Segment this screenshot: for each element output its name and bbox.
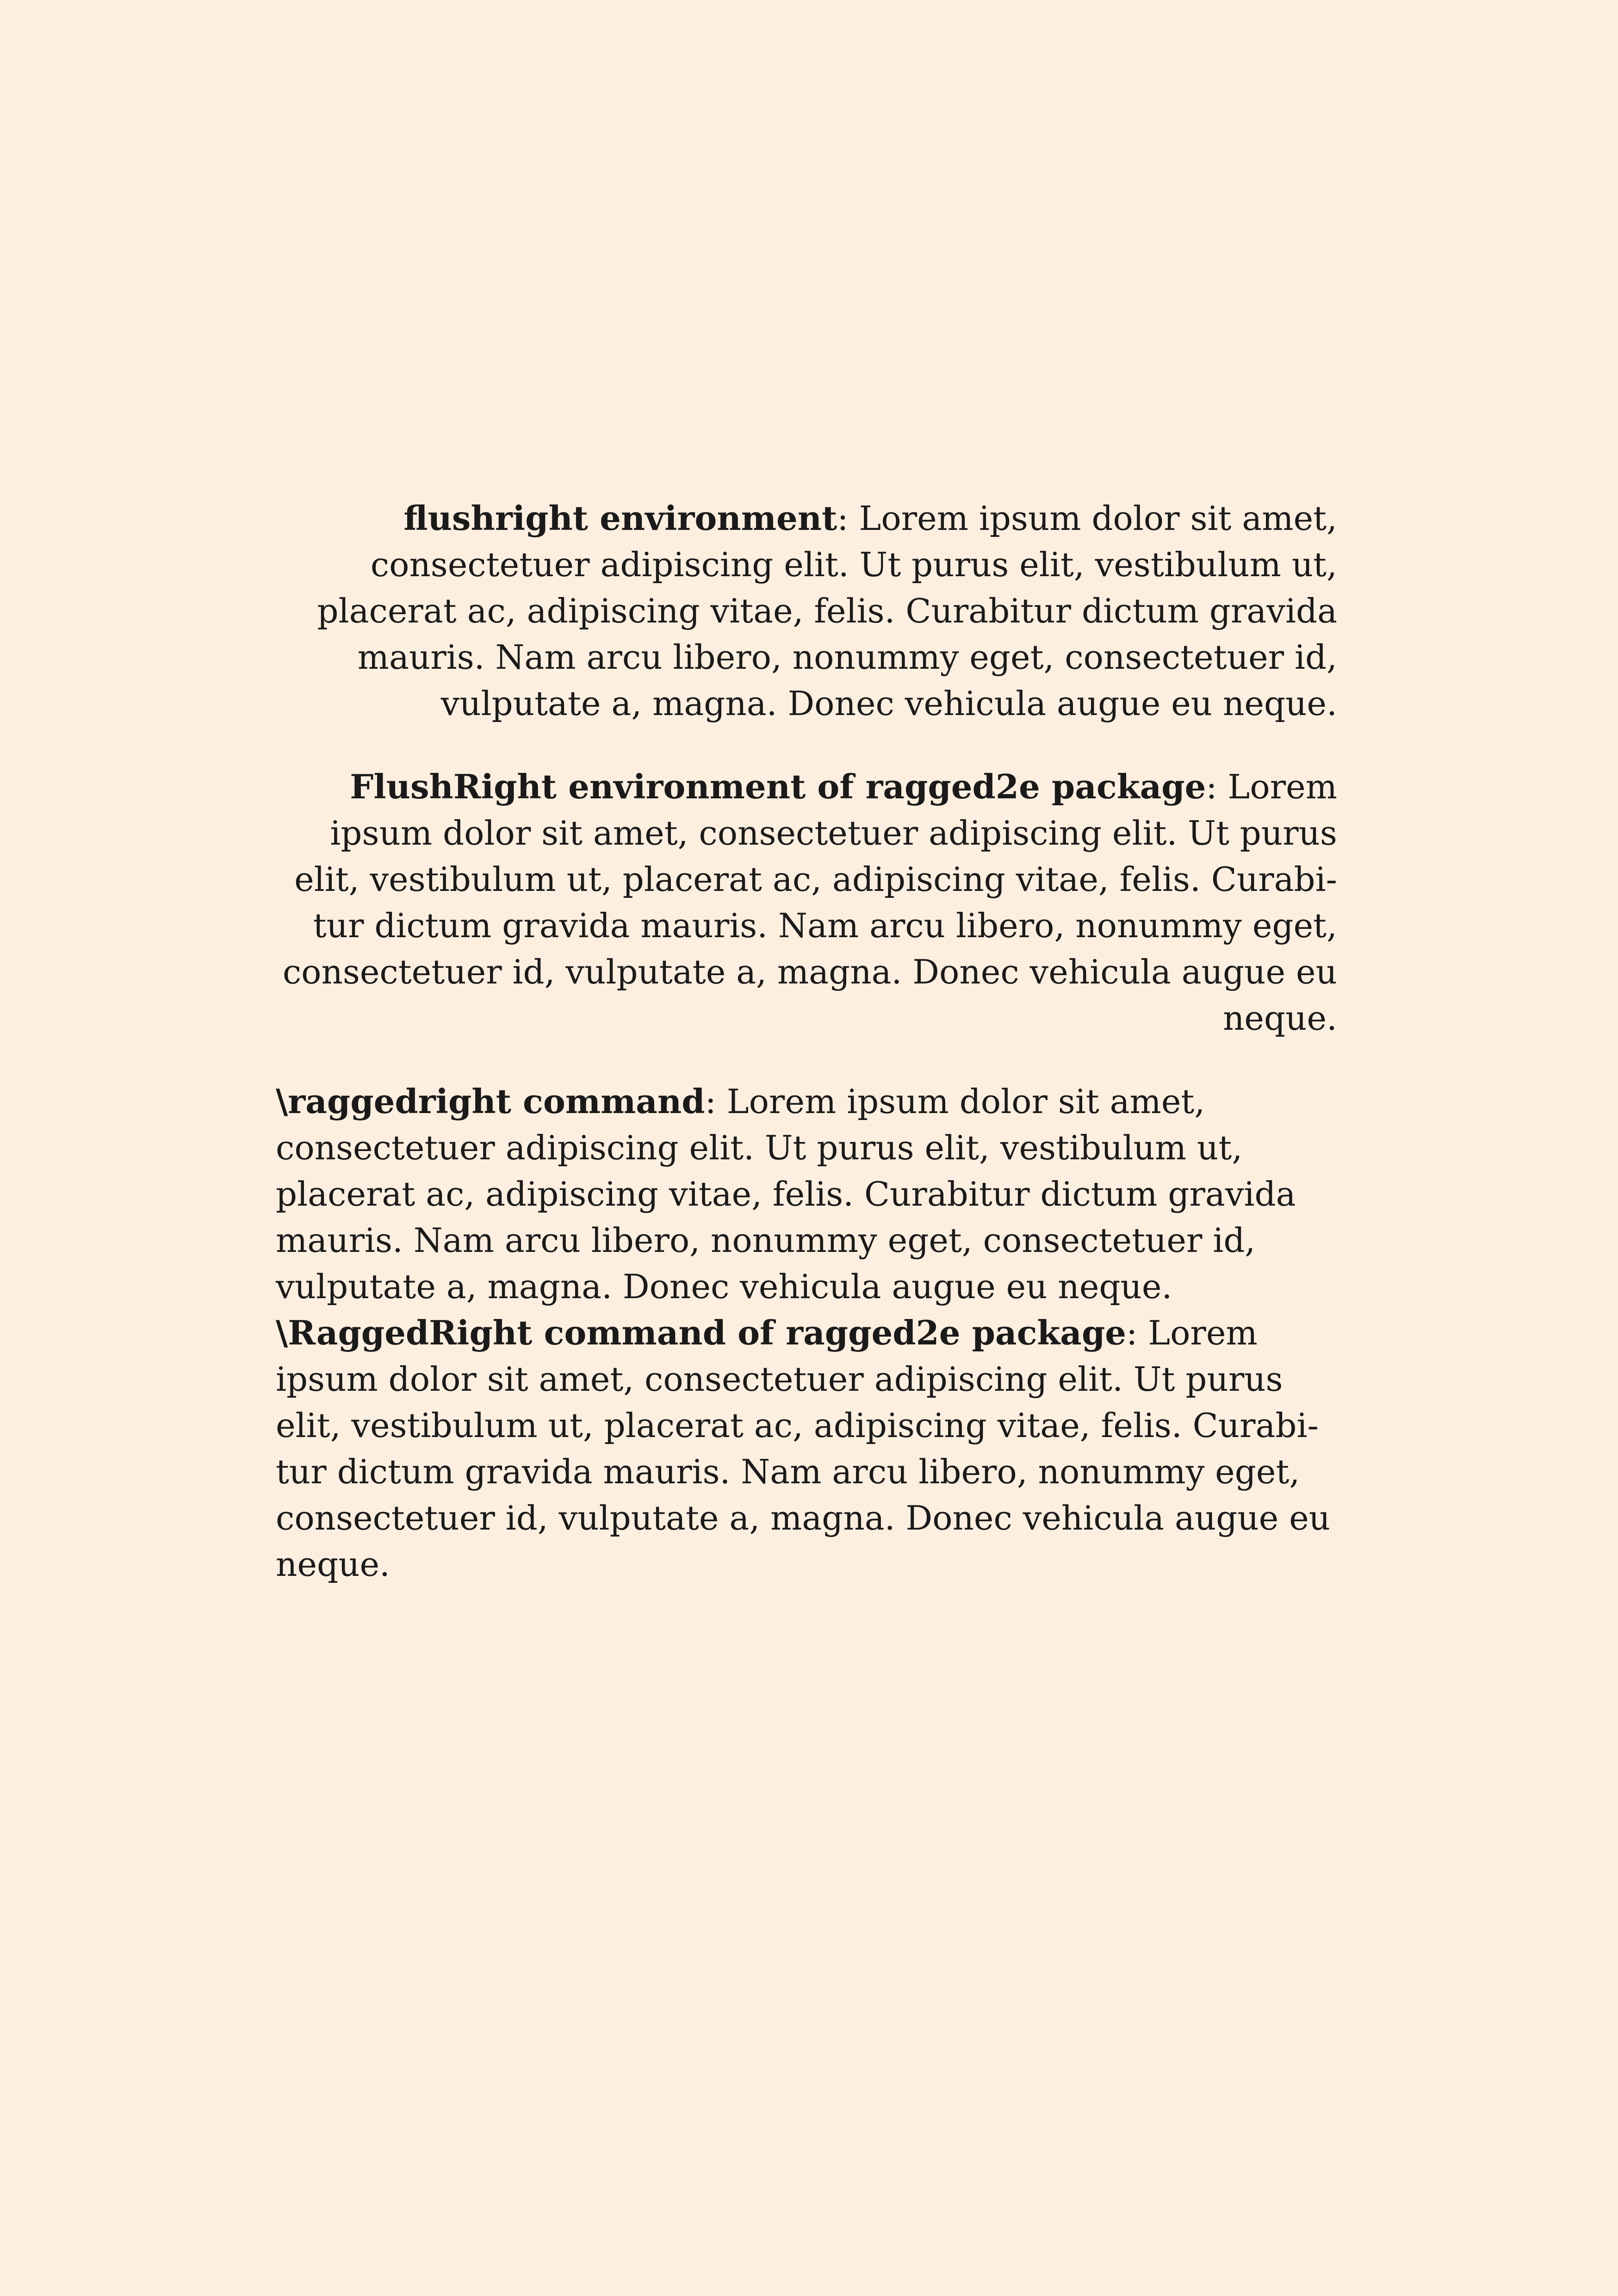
paragraph-line: consectetuer id, vulputate a, magna. Donec vehicula augue eu <box>276 1499 1331 1537</box>
paragraph-text: : Lorem <box>1126 1313 1258 1352</box>
paragraph-line: neque. <box>276 1545 390 1584</box>
ragged2e-flushright-paragraph <box>276 764 1337 1041</box>
paragraph-line: tur dictum gravida mauris. Nam arcu libero, nonummy eget, <box>313 906 1337 945</box>
paragraph-text: : Lorem ipsum dolor sit amet, <box>705 1082 1205 1121</box>
paragraph-line: vulputate a, magna. Donec vehicula augue eu neque. <box>276 1267 1172 1306</box>
paragraph-line: mauris. Nam arcu libero, nonummy eget, consectetuer id, <box>276 1221 1256 1260</box>
text-column <box>276 495 1337 1587</box>
paragraph-text: : Lorem <box>1206 767 1337 806</box>
ragged2e-raggedright-paragraph <box>276 1310 1337 1587</box>
paragraph-line: mauris. Nam arcu libero, nonummy eget, consectetuer id, <box>357 638 1337 677</box>
paragraph-line <box>276 1310 1337 1356</box>
paragraph-line: ipsum dolor sit amet, consectetuer adipiscing elit. Ut purus <box>276 1360 1283 1399</box>
paragraph-term: \raggedright command <box>276 1082 705 1121</box>
raggedright-paragraph <box>276 1078 1337 1310</box>
paragraph-term: FlushRight environment of ragged2e package <box>350 767 1206 806</box>
paragraph-line: ipsum dolor sit amet, consectetuer adipiscing elit. Ut purus <box>330 814 1337 852</box>
paragraph-term: \RaggedRight command of ragged2e package <box>276 1313 1127 1352</box>
paragraph-line: consectetuer id, vulputate a, magna. Donec vehicula augue eu <box>282 952 1337 991</box>
paragraph-line: neque. <box>1223 999 1337 1038</box>
paragraph-line: consectetuer adipiscing elit. Ut purus elit, vestibulum ut, <box>276 1128 1243 1167</box>
paragraph-text: : Lorem ipsum dolor sit amet, <box>837 499 1337 538</box>
paragraph-line <box>276 764 1337 810</box>
paragraph-line <box>276 495 1337 541</box>
paragraph-term: flushright environment <box>403 498 837 538</box>
paragraph-line: placerat ac, adipiscing vitae, felis. Curabitur dictum gravida <box>276 1175 1296 1213</box>
paragraph-line: placerat ac, adipiscing vitae, felis. Curabitur dictum gravida <box>317 591 1337 630</box>
paragraph-line: elit, vestibulum ut, placerat ac, adipiscing vitae, felis. Curabi- <box>294 860 1337 899</box>
paragraph-line: vulputate a, magna. Donec vehicula augue eu neque. <box>440 684 1337 723</box>
paragraph-line <box>276 1078 1337 1125</box>
paragraph-line: tur dictum gravida mauris. Nam arcu libero, nonummy eget, <box>276 1452 1300 1491</box>
paragraph-line: elit, vestibulum ut, placerat ac, adipiscing vitae, felis. Curabi- <box>276 1406 1319 1445</box>
flushright-paragraph <box>276 495 1337 727</box>
paragraph-line: consectetuer adipiscing elit. Ut purus elit, vestibulum ut, <box>370 545 1337 584</box>
